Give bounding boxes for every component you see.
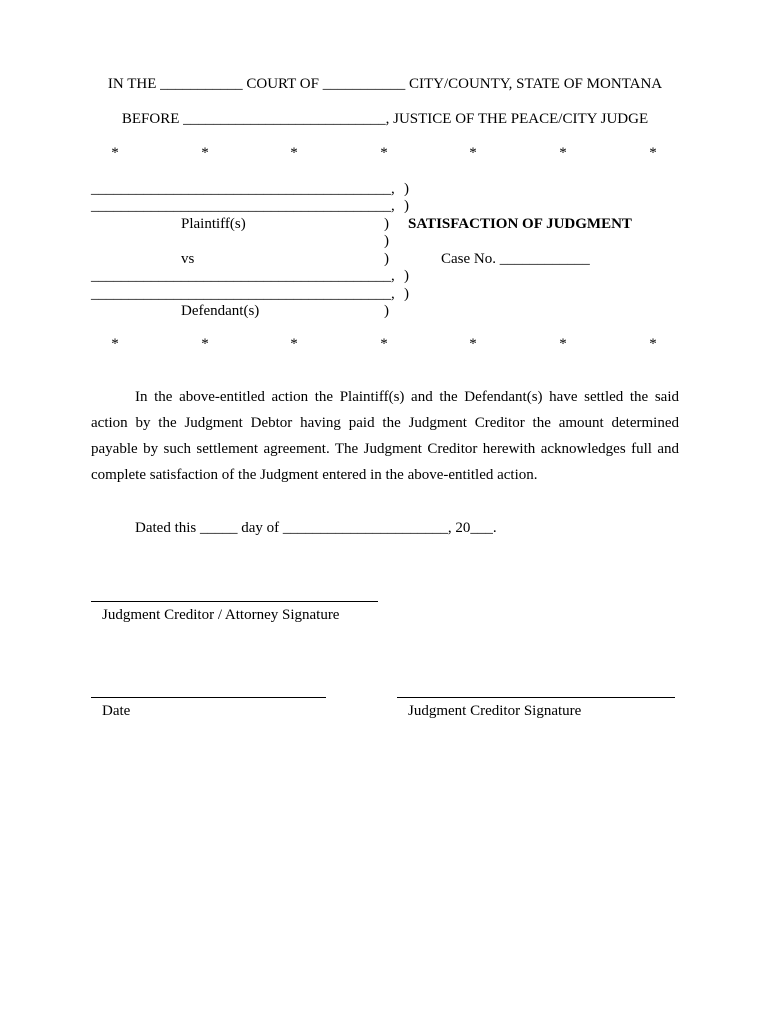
defendant-label: Defendant(s) (181, 303, 260, 319)
caption-paren: ) (404, 268, 409, 284)
star: * (290, 145, 298, 161)
caption-paren: ) (384, 303, 389, 319)
caption-paren: ) (384, 251, 389, 267)
plaintiff-name-line-2[interactable]: ________________________________________, (91, 198, 395, 214)
star: * (290, 336, 298, 352)
star: * (559, 145, 567, 161)
star: * (469, 336, 477, 352)
paragraph-text: In the above-entitled action the Plaintiff(s) and the Defendant(s) have settled the said action by the Judgment Debtor having paid the Judgment Creditor the amount determined payable by such settlement agreement. The Judgment Creditor herewith acknowledges full and complete satisfaction of the Judgment entered in the above-entitled action. (91, 389, 679, 483)
document-title: SATISFACTION OF JUDGMENT (408, 216, 632, 232)
satisfaction-paragraph (91, 384, 679, 488)
caption-paren: ) (404, 181, 409, 197)
before-line: BEFORE ___________________________, JUSTICE OF THE PEACE/CITY JUDGE (121, 111, 649, 127)
caption-paren: ) (404, 198, 409, 214)
star: * (201, 145, 209, 161)
defendant-name-line-2[interactable]: ________________________________________, (91, 286, 395, 302)
star: * (469, 145, 477, 161)
star: * (559, 336, 567, 352)
plaintiff-label: Plaintiff(s) (181, 216, 246, 232)
defendant-name-line-1[interactable]: ________________________________________, (91, 268, 395, 284)
caption-paren: ) (384, 216, 389, 232)
caption-paren: ) (404, 286, 409, 302)
vs-label: vs (181, 251, 195, 267)
creditor-signature-line[interactable] (397, 697, 675, 698)
dated-line[interactable]: Dated this _____ day of ______________________, 20___. (135, 520, 497, 536)
date-label: Date (102, 703, 131, 719)
star: * (111, 145, 119, 161)
court-line: IN THE ___________ COURT OF ___________ CITY/COUNTY, STATE OF MONTANA (107, 76, 663, 92)
attorney-signature-line[interactable] (91, 601, 378, 602)
star: * (649, 336, 657, 352)
date-signature-line[interactable] (91, 697, 326, 698)
star: * (380, 145, 388, 161)
caption-paren: ) (384, 233, 389, 249)
attorney-signature-label: Judgment Creditor / Attorney Signature (102, 607, 340, 623)
plaintiff-name-line-1[interactable]: ________________________________________, (91, 181, 395, 197)
star: * (201, 336, 209, 352)
case-number-field[interactable]: Case No. ____________ (441, 251, 590, 267)
creditor-signature-label: Judgment Creditor Signature (408, 703, 582, 719)
star: * (380, 336, 388, 352)
star: * (649, 145, 657, 161)
star: * (111, 336, 119, 352)
